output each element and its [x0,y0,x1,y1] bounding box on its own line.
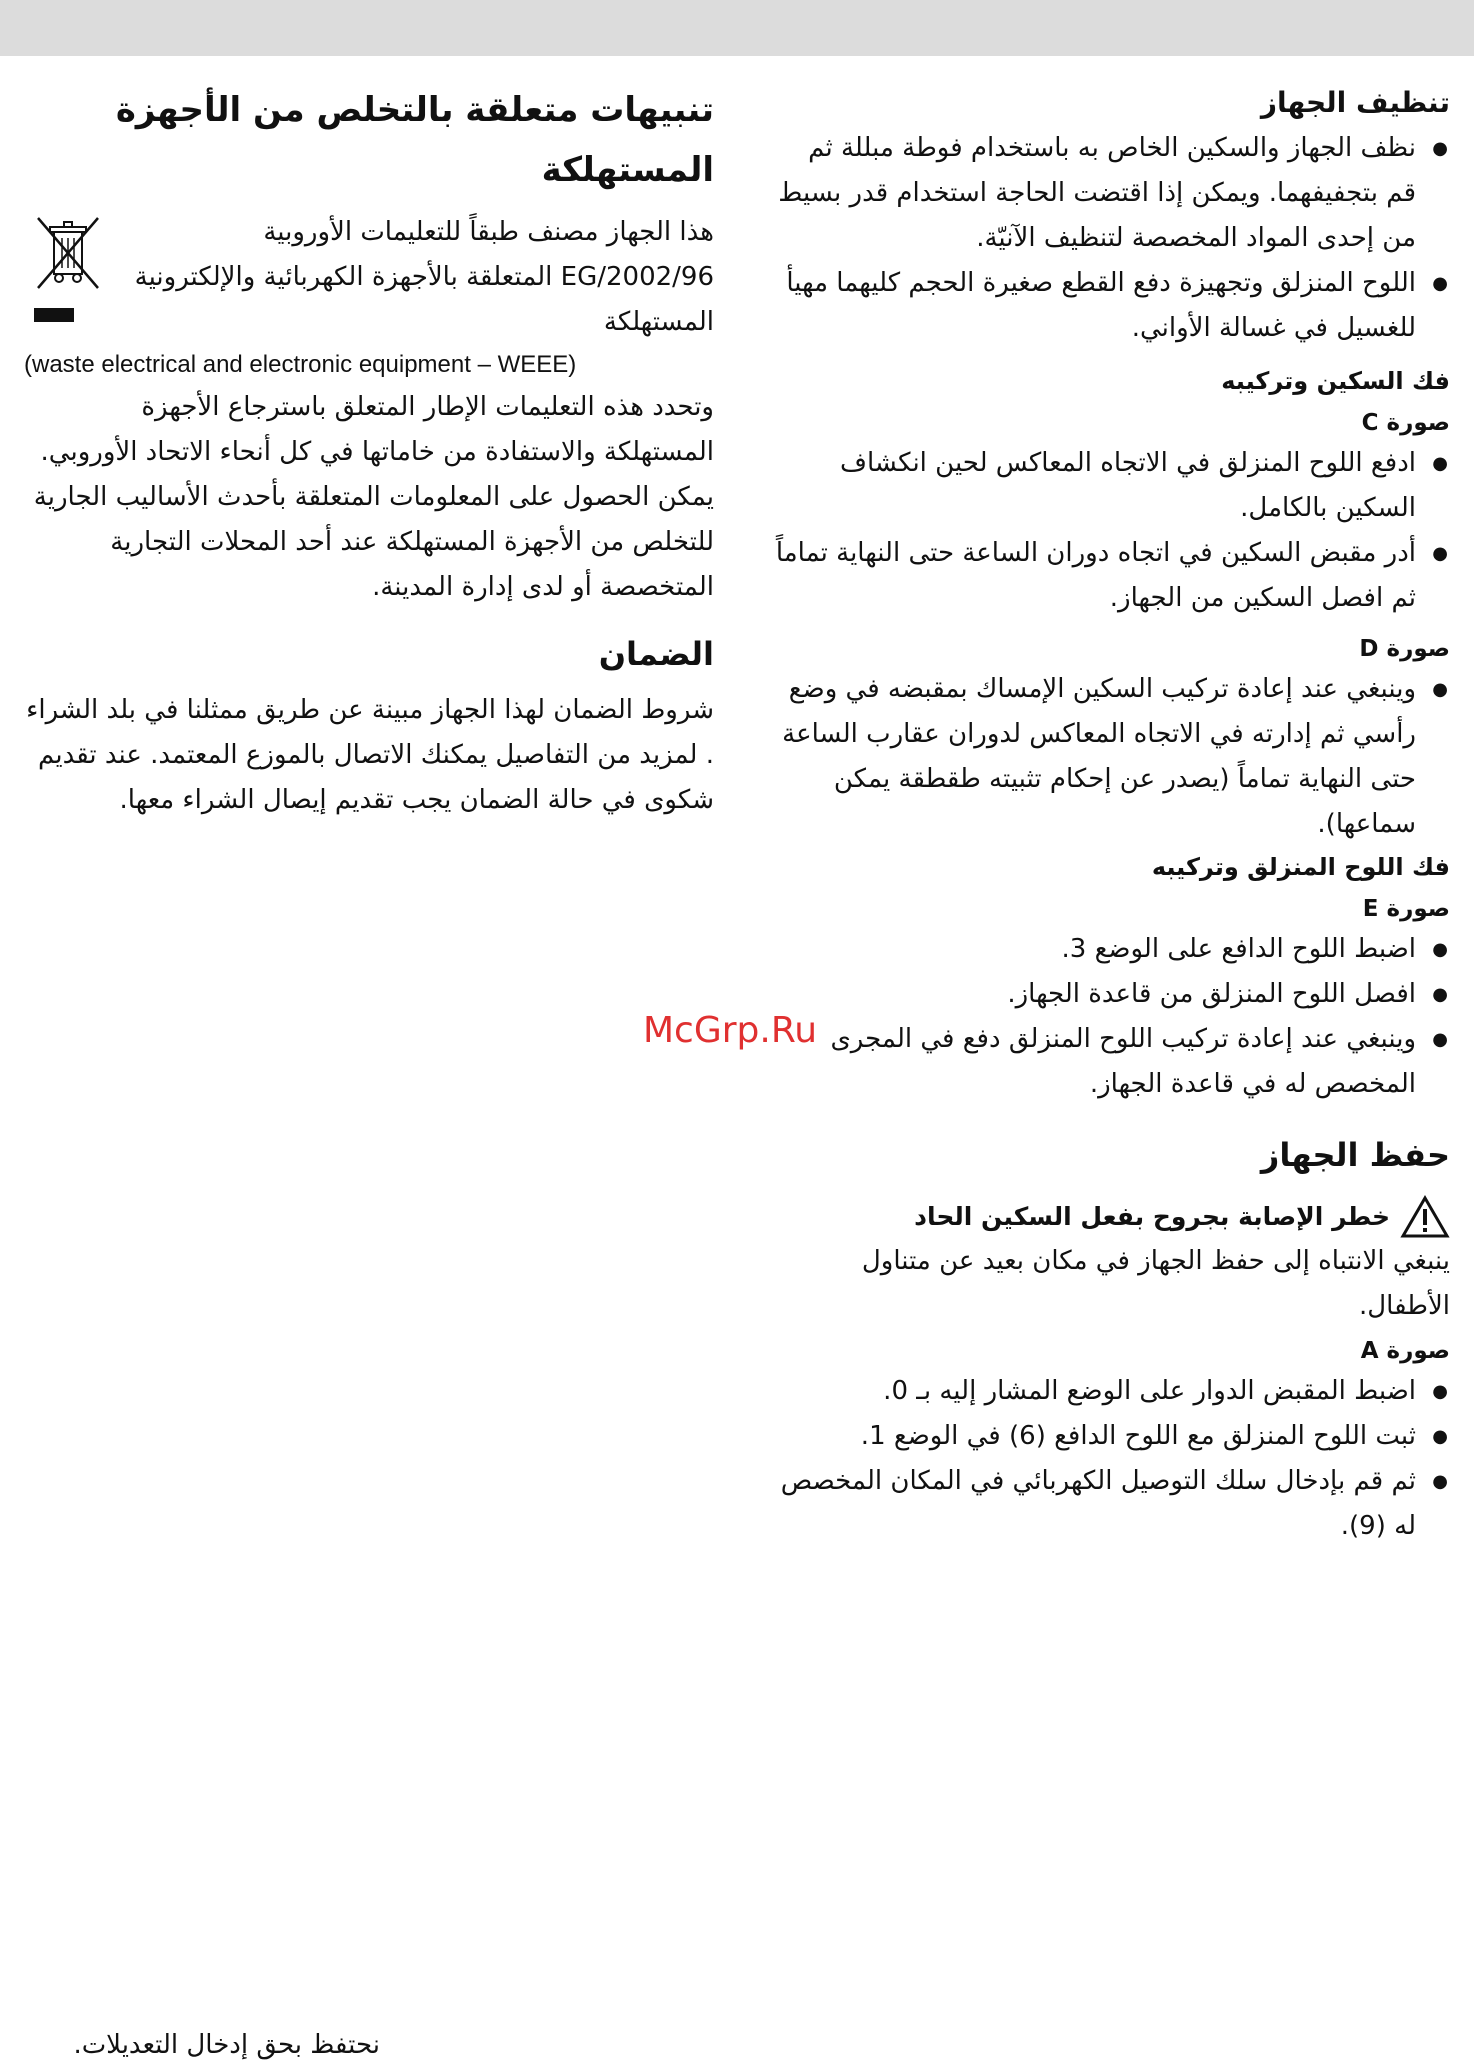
weee-block [24,210,714,345]
slide-heading: فك اللوح المنزلق وتركيبه [1151,853,1450,881]
figure-c-label: صورة C [1361,410,1450,436]
knife-list-d [774,667,1450,847]
knife-heading: فك السكين وتركيبه [1221,367,1450,395]
list-item: ● ادفع اللوح المنزلق في الاتجاه المعاكس لحين انكشاف السكين بالكامل. [774,441,1450,531]
cleaning-list [774,126,1450,351]
weee-text: هذا الجهاز مصنف طبقاً للتعليمات الأوروبية 2002/96/EG المتعلقة بالأجهزة الكهربائية والإلكترونية المستهلكة [134,217,714,337]
figure-d-label: صورة D [1359,636,1450,662]
left-column [24,80,714,823]
list-item: ● وينبغي عند إعادة تركيب اللوح المنزلق دفع في المجرى المخصص له في قاعدة الجهاز. [774,1017,1450,1107]
storage-text: ينبغي الانتباه إلى حفظ الجهاز في مكان بعيد عن متناول الأطفال. [861,1246,1450,1321]
warranty-heading: الضمان [598,635,714,673]
list-item: ● ثم قم بإدخال سلك التوصيل الكهربائي في المكان المخصص له (9). [774,1459,1450,1549]
list-item: ● افصل اللوح المنزلق من قاعدة الجهاز. [774,972,1450,1017]
list-item: ● وينبغي عند إعادة تركيب السكين الإمساك بمقبضه في وضع رأسي ثم إدارته في الاتجاه المعاكس لدوران عقارب الساعة حتى النهاية تماماً (يصدر عن إحكام تثبيته طقطقة يمكن سماعها). [774,667,1450,847]
warning-triangle-icon [1400,1195,1450,1239]
knife-list-c [774,441,1450,621]
right-column [774,80,1450,1549]
storage-heading: حفظ الجهاز [1260,1136,1450,1174]
watermark: McGrp.Ru [643,1010,818,1051]
list-item: ● اضبط اللوح الدافع على الوضع 3. [774,927,1450,972]
crossed-bin-icon [32,214,104,294]
list-item: ● ثبت اللوح المنزلق مع اللوح الدافع (6) في الوضع 1. [774,1414,1450,1459]
list-item: ● أدر مقبض السكين في اتجاه دوران الساعة حتى النهاية تماماً ثم افصل السكين من الجهاز. [774,531,1450,621]
figure-a-label: صورة A [1360,1338,1450,1364]
list-item: ● اضبط المقبض الدوار على الوضع المشار إليه بـ 0. [774,1369,1450,1414]
warning-text: خطر الإصابة بجروح بفعل السكين الحاد [914,1202,1390,1231]
footer-note: نحتفظ بحق إدخال التعديلات. [73,2030,380,2060]
weee-english: (waste electrical and electronic equipment – WEEE) [24,351,577,378]
slide-list [774,927,1450,1107]
disposal-heading: تنبيهات متعلقة بالتخلص من الأجهزة المستهلكة [115,90,714,190]
storage-warning [774,1195,1450,1239]
list-item: ● اللوح المنزلق وتجهيزة دفع القطع صغيرة الحجم كليهما مهيأ للغسيل في غسالة الأواني. [774,261,1450,351]
disposal-text: وتحدد هذه التعليمات الإطار المتعلق باسترجاع الأجهزة المستهلكة والاستفادة من خاماتها في كل أنحاء الاتحاد الأوروبي. يمكن الحصول على المعلومات المتعلقة بأحدث الأساليب الجارية للتخلص من الأجهزة المستهلكة عند أحد المحلات التجارية المتخصصة أو لدى إدارة المدينة. [33,392,714,602]
storage-list [774,1369,1450,1549]
cleaning-heading: تنظيف الجهاز [1260,86,1450,119]
figure-e-label: صورة E [1362,896,1450,922]
list-item: ● نظف الجهاز والسكين الخاص به باستخدام فوطة مبللة ثم قم بتجفيفهما. ويمكن إذا اقتضت الحاجة استخدام قدر بسيط من إحدى المواد المخصصة لتنظيف الآنيّة. [774,126,1450,261]
warranty-text: شروط الضمان لهذا الجهاز مبينة عن طريق ممثلنا في بلد الشراء . لمزيد من التفاصيل يمكنك الاتصال بالموزع المعتمد. عند تقديم شكوى في حالة الضمان يجب تقديم إيصال الشراء معها. [26,695,714,815]
weee-icons [24,210,104,345]
weee-black-bar [34,308,74,322]
top-gray-band [0,0,1474,56]
